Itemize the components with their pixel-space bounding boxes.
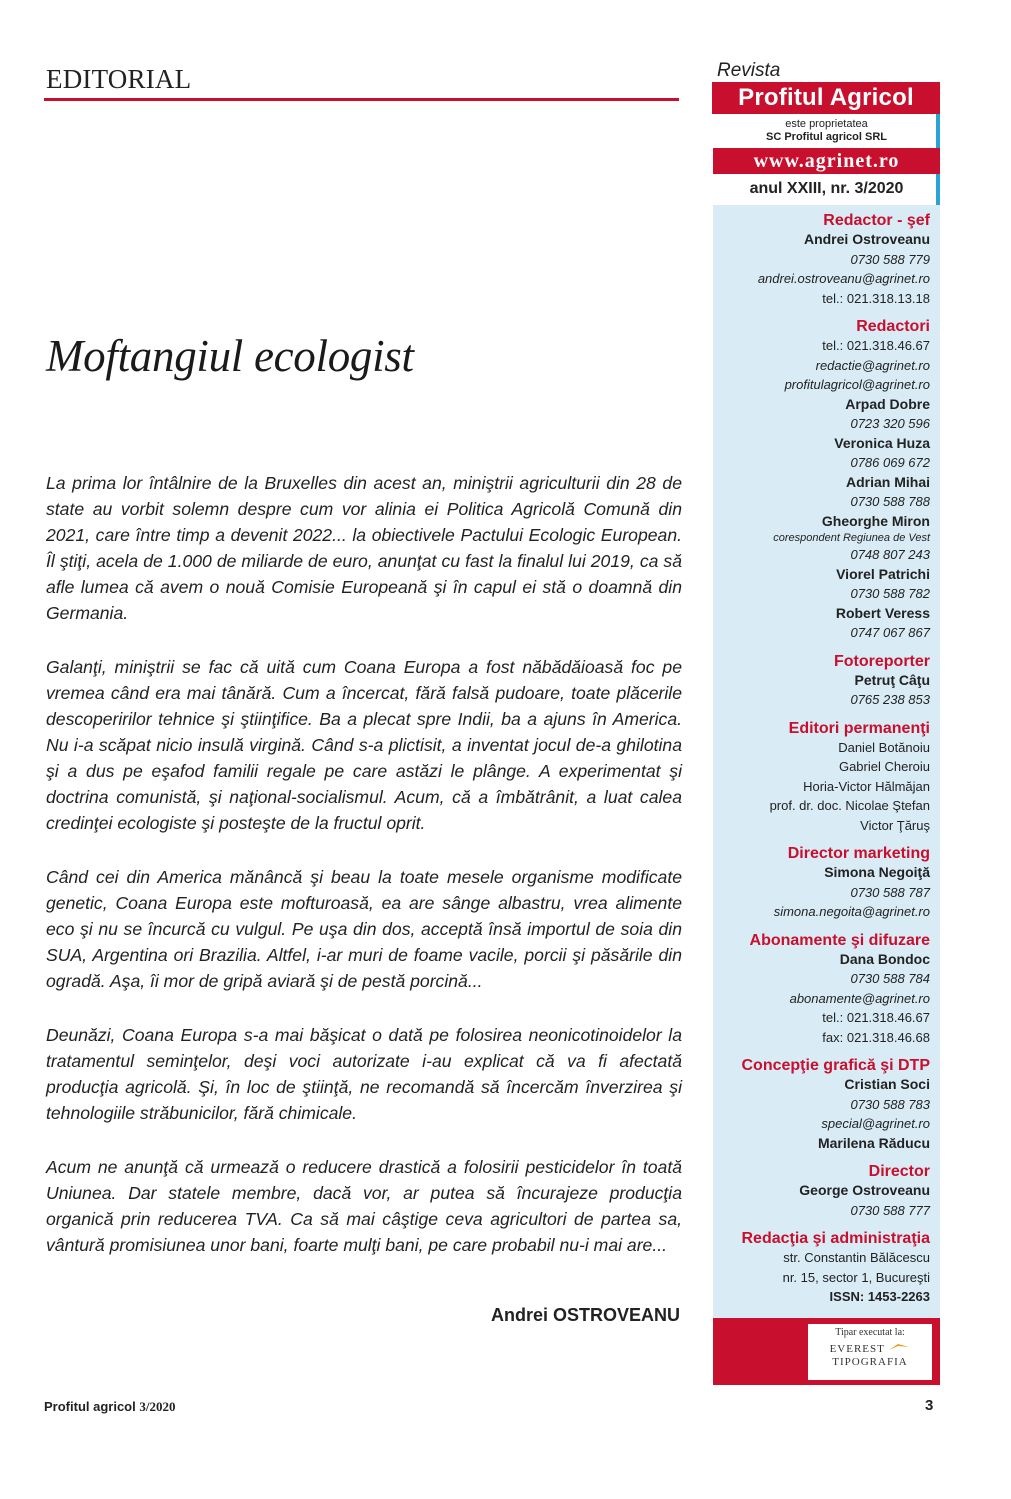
section-divider	[44, 98, 679, 101]
paragraph: Când cei din America mănâncă şi beau la toate mesele organisme modificate genetic, Coana Europa este mofturoasă, ea are sânge albastru, vrea alimente eco şi nu se încurcă cu vulgul. Pe uşa din dos, acceptă însă importul de soia din SUA, Argentina ori Brazilia. Altfel, i-ar muri de foame vacile, porcii şi păsările din ogradă. Aşa, îi mor de gripă aviară şi de pestă porcină...	[46, 867, 682, 991]
staff-email: abonamente@agrinet.ro	[789, 990, 930, 1006]
masthead-magazine-name: Profitul Agricol	[712, 82, 940, 114]
staff-name: Arpad Dobre	[845, 395, 930, 412]
printer-name-line2: TIPOGRAFIA	[832, 1356, 908, 1368]
masthead-owner-text: este proprietatea	[785, 118, 868, 130]
staff-fax: fax: 021.318.46.68	[822, 1029, 930, 1045]
staff-phone: 0730 588 784	[850, 971, 930, 986]
masthead-owner-company: SC Profitul agricol SRL	[765, 131, 887, 143]
staff-name: Marilena Răducu	[817, 1134, 930, 1151]
staff-name: Cristian Soci	[844, 1076, 930, 1092]
staff-name: Adrian Mihai	[845, 473, 930, 490]
role-heading: Redactori	[856, 318, 930, 335]
staff-redactori	[717, 317, 930, 643]
staff-email: profitulagricol@agrinet.ro	[784, 377, 930, 392]
staff-name: Gheorghe Miron	[821, 512, 930, 529]
article-body	[46, 470, 682, 1286]
paragraph: Acum ne anunţă că urmează o reducere drastică a folosirii pesticidelor în toată Uniunea. Dar statele membre, dacă vor, ar putea să încurajeze producţia organică prin reducerea TVA. Ca să mai câştige ceva agricultori de partea sa, vântură promisiunea unor bani, foarte mulţi bani, pe care probabil nu-i mai are...	[46, 1157, 682, 1255]
masthead-website: www.agrinet.ro	[713, 148, 940, 174]
staff-name: Andrei Ostroveanu	[803, 231, 930, 247]
article-title: Moftangiul ecologist	[46, 331, 414, 381]
staff-redactia	[717, 1229, 930, 1307]
page-number: 3	[925, 1397, 934, 1414]
paragraph: Deunăzi, Coana Europa s-a mai băşicat o dată pe folosirea neonicotinoidelor la tratamentul seminţelor, deşi voci autorizate i-au explicat că va fi afectată producţia agricolă. Şi, în loc de ştiinţă, ne recomandă să încercăm înverzirea şi tehnologiile străbunicilor, fără chimicale.	[46, 1025, 682, 1123]
address-line: nr. 15, sector 1, Bucureşti	[782, 1269, 930, 1285]
printer-label: Tipar executat la:	[835, 1327, 905, 1338]
staff-email: andrei.ostroveanu@agrinet.ro	[757, 271, 930, 286]
staff-tel: tel.: 021.318.13.18	[822, 290, 930, 306]
role-heading: Concepţie grafică şi DTP	[741, 1057, 930, 1074]
staff-name: prof. dr. doc. Nicolae Ştefan	[769, 798, 930, 813]
address-line: str. Constantin Bălăcescu	[783, 1250, 930, 1265]
staff-phone: 0730 588 783	[850, 1096, 930, 1112]
role-heading: Redactor - şef	[823, 212, 930, 229]
printer-name-line1: EVEREST	[829, 1343, 885, 1355]
role-heading: Fotoreporter	[834, 652, 930, 670]
role-heading: Editori permanenţi	[788, 719, 930, 737]
staff-editori	[717, 719, 930, 836]
staff-name: Horia-Victor Hălmăjan	[803, 778, 930, 794]
staff-phone: 0747 067 867	[850, 625, 930, 640]
paragraph: Galanţi, miniştrii se fac că uită cum Coana Europa a fost năbădăioasă foc pe vremea când era mai tânără. Cum a încercat, fără falsă pudoare, toate plăcerile descoperirilor tehnice şi ştiinţifice. Ba a plecat spre Indii, ba a ajuns în America. Nu i-a scăpat nicio insulă virgină. Când s-a plictisit, a inventat jocul de-a ghilotina şi a dus pe eşafod familii regale pe care astăzi le plânge. A experimentat şi doctrina comunistă, şi naţional-socialismul. Acum, că a îmbătrânit, a luat calea credinţei ecologiste şi posteşte de la fructul oprit.	[46, 657, 682, 833]
staff-box	[713, 205, 940, 1385]
staff-fotoreporter	[717, 652, 930, 710]
staff-phone: 0730 588 779	[850, 251, 930, 267]
staff-redactor-sef	[717, 211, 930, 308]
staff-name: Viorel Patrichi	[836, 565, 930, 582]
staff-email: special@agrinet.ro	[821, 1116, 930, 1131]
staff-email: simona.negoita@agrinet.ro	[773, 904, 930, 919]
staff-name: Dana Bondoc	[839, 950, 930, 967]
staff-tel: tel.: 021.318.46.67	[822, 1010, 930, 1025]
staff-name: Simona Negoiţă	[824, 864, 930, 880]
section-label: EDITORIAL	[46, 64, 192, 94]
role-heading: Abonamente şi difuzare	[749, 931, 930, 949]
printer-name	[808, 1342, 932, 1369]
staff-name: Gabriel Cheroiu	[838, 759, 930, 774]
masthead-revista-label: Revista	[717, 60, 781, 81]
paragraph: La prima lor întâlnire de la Bruxelles din acest an, miniştrii agriculturii din 28 de state au vorbit solemn despre cum vor alinia ei Politica Agricolă Comună din 2021, care între timp a devenit 2022... la obiectivele Pactului Ecologic European. Îl ştiţi, acela de 1.000 de miliarde de euro, anunţat cu fast la finalul lui 2019, ca să afle lumea că avem o nouă Comisie Europeană şi în capul ei stă o doamnă din Germania.	[46, 473, 682, 623]
staff-name: Robert Veress	[835, 604, 930, 621]
staff-director	[717, 1162, 930, 1220]
issn: ISSN: 1453-2263	[829, 1289, 930, 1304]
staff-phone: 0786 069 672	[850, 455, 930, 470]
footer-magazine	[44, 1399, 175, 1415]
masthead	[713, 60, 940, 200]
staff-name: Petruţ Câţu	[854, 671, 930, 688]
printer-logo-icon	[888, 1342, 910, 1352]
printer-card	[808, 1324, 932, 1380]
staff-abonamente	[717, 931, 930, 1048]
role-heading: Director marketing	[787, 845, 930, 862]
article-author: Andrei OSTROVEANU	[490, 1305, 680, 1325]
staff-name: Daniel Botănoiu	[838, 739, 930, 755]
staff-phone: 0748 807 243	[850, 547, 930, 562]
staff-email: redactie@agrinet.ro	[815, 357, 930, 373]
staff-marketing	[717, 844, 930, 922]
footer-magazine-name: Profitul agricol	[44, 1399, 136, 1414]
staff-phone: 0730 588 782	[850, 586, 930, 601]
staff-tel: tel.: 021.318.46.67	[822, 338, 930, 353]
staff-dtp	[717, 1056, 930, 1153]
footer-issue: 3/2020	[139, 1399, 176, 1414]
role-heading: Redacţia şi administraţia	[741, 1230, 930, 1247]
staff-name: Veronica Huza	[834, 434, 930, 451]
masthead-issue: anul XXIII, nr. 3/2020	[749, 180, 904, 197]
staff-phone: 0765 238 853	[850, 692, 930, 707]
staff-phone: 0730 588 777	[850, 1202, 930, 1218]
staff-phone: 0730 588 788	[850, 494, 930, 509]
staff-name: George Ostroveanu	[799, 1182, 930, 1198]
staff-name: Victor Ţăruş	[860, 817, 930, 833]
staff-phone: 0723 320 596	[850, 416, 930, 431]
role-heading: Director	[868, 1163, 930, 1180]
staff-phone: 0730 588 787	[850, 884, 930, 900]
staff-role: corespondent Regiunea de Vest	[773, 532, 930, 544]
